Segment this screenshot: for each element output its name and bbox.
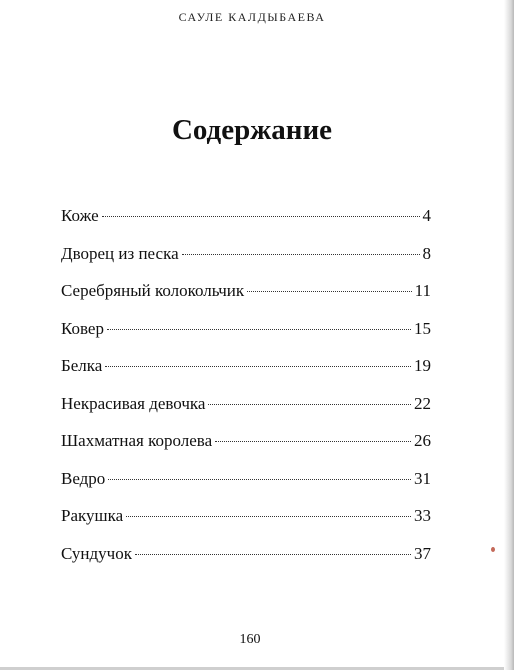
dot-leader [208,404,411,405]
dot-leader [126,516,411,517]
toc-entry-title: Ракушка [61,506,124,525]
ink-speck [491,547,495,552]
dot-leader [108,479,411,480]
toc-entry-title: Некрасивая девочка [61,393,206,413]
toc-entry-title: Шахматная королева [61,431,213,450]
dot-leader [105,366,411,367]
toc-entry [61,281,431,319]
dot-leader [182,254,420,255]
page-number: 160 [239,632,261,647]
toc-entry [61,244,431,282]
dot-leader [102,216,420,217]
toc-entry-page: 4 [422,206,431,225]
toc-entry-page: 37 [414,543,431,563]
toc-entry [61,206,431,244]
table-of-contents [61,206,431,581]
dot-leader [215,441,411,442]
toc-entry-page: 26 [414,431,431,450]
toc-entry-title: Белка [61,356,103,375]
dot-leader [247,291,411,292]
toc-entry-title: Ведро [61,468,106,488]
toc-entry [61,356,431,394]
page-title: Содержание [171,114,333,146]
toc-entry-title: Ковер [61,318,104,338]
toc-entry [61,319,431,357]
toc-entry [61,431,431,469]
toc-entry-title: Серебряный колокольчик [61,281,245,300]
toc-entry-page: 33 [414,506,431,525]
toc-entry-title: Дворец из песка [61,243,179,263]
toc-entry [61,469,431,507]
toc-entry-page: 22 [414,393,431,413]
toc-entry-page: 11 [414,281,431,300]
dot-leader [107,329,411,330]
toc-entry-title: Сундучок [61,543,132,563]
toc-entry [61,506,431,544]
toc-entry-page: 31 [414,468,431,488]
toc-entry-page: 8 [422,243,431,263]
dot-leader [135,554,411,555]
toc-entry [61,394,431,432]
running-head: САУЛЕ КАЛДЫБАЕВА [178,10,326,24]
toc-entry-page: 15 [414,318,431,338]
toc-entry-page: 19 [414,356,431,375]
toc-entry [61,544,431,582]
toc-entry-title: Коже [61,206,99,225]
